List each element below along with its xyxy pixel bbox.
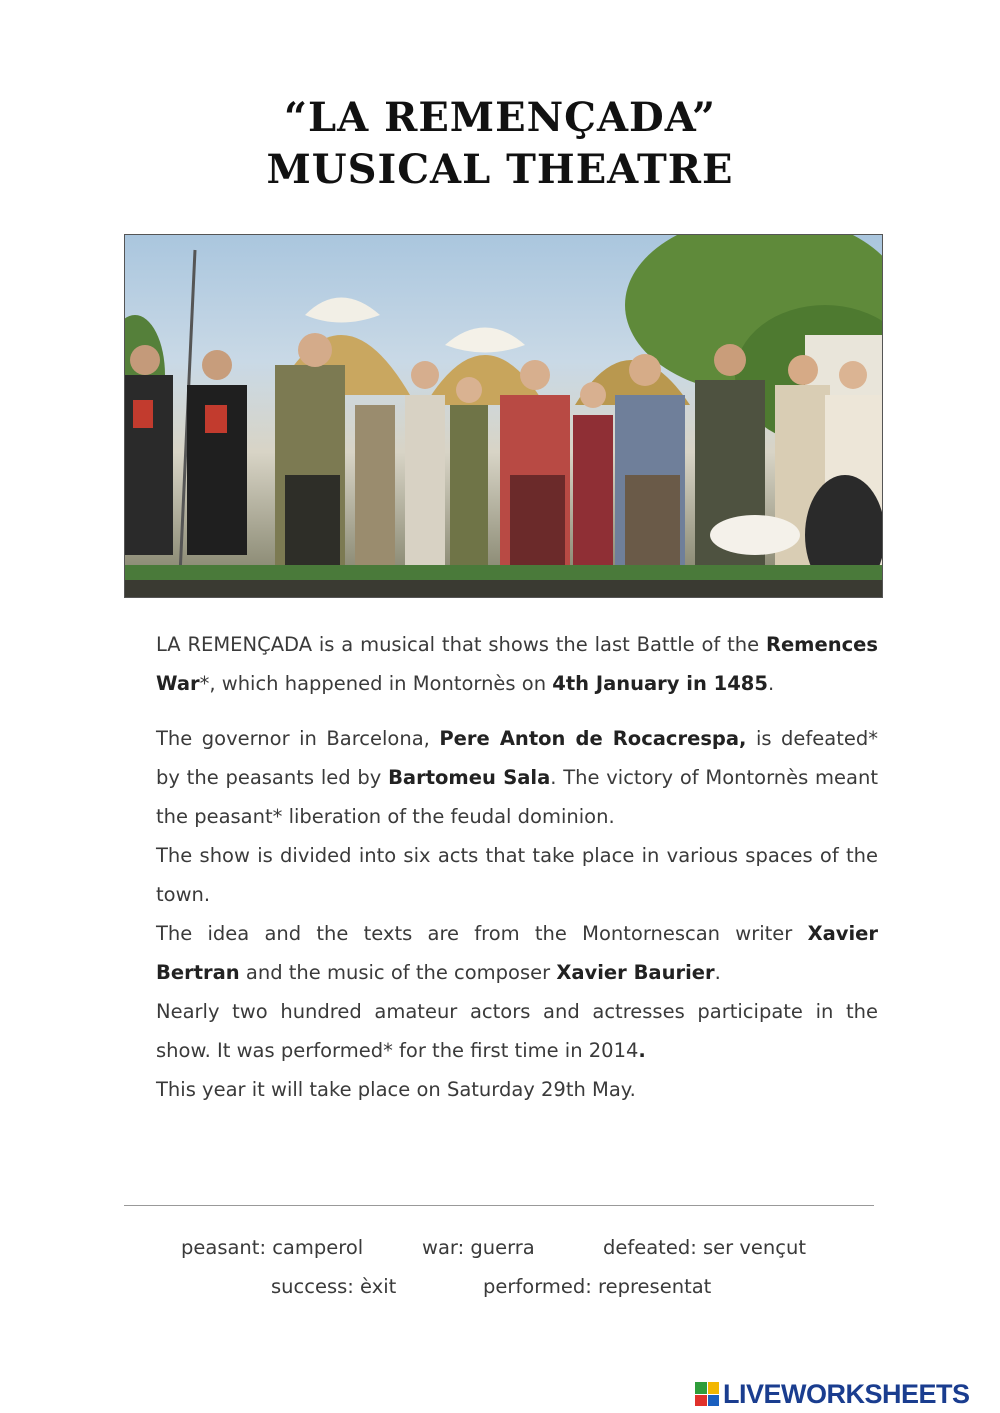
p1-text-a: LA REMENÇADA is a musical that shows the last Battle of the <box>156 633 766 656</box>
p4-text-c: and the music of the composer <box>239 961 557 984</box>
cast-on-stage-illustration <box>125 235 882 597</box>
logo-square-4 <box>708 1395 720 1407</box>
title-line-1: “LA REMENÇADA” <box>283 94 716 141</box>
p4-text-a: The idea and the texts are from the Montornescan writer <box>156 922 808 945</box>
logo-square-3 <box>695 1395 707 1407</box>
logo-icon <box>695 1382 719 1406</box>
glossary-performed: performed: representat <box>483 1275 712 1298</box>
p4-text-e: . <box>714 961 721 984</box>
p1-text-e: . <box>767 672 775 695</box>
p1-text-c: *, which happened in Montornès on <box>199 672 553 695</box>
glossary-success: success: èxit <box>271 1275 397 1298</box>
p4-bold-writer: Xavier Bertran <box>156 922 878 984</box>
p5-bold-period: . <box>638 1039 646 1062</box>
divider-line <box>124 1205 874 1206</box>
logo-text: LIVEWORKSHEETS <box>723 1378 970 1409</box>
p1-bold-date: 4th January in 1485 <box>552 672 768 695</box>
theatre-photo <box>124 234 883 598</box>
p5-text-a: Nearly two hundred amateur actors and actresses participate in the show. It was performed* for the first time in 2014 <box>156 1000 878 1062</box>
p2-text-c: is defeated* by the peasants led by <box>156 727 879 789</box>
p4-bold-composer: Xavier Baurier <box>556 961 715 984</box>
p2-text-a: The governor in Barcelona, <box>156 727 440 750</box>
paragraph-3: The show is divided into six acts that take place in various spaces of the town. <box>156 844 878 906</box>
logo-square-1 <box>695 1382 707 1394</box>
article-body <box>156 625 878 1109</box>
p2-bold-leader-name: Bartomeu Sala <box>388 766 551 789</box>
paragraph-6: This year it will take place on Saturday 29th May. <box>156 1078 636 1101</box>
logo-square-2 <box>708 1382 720 1394</box>
paragraph-2 <box>156 719 878 836</box>
p2-bold-governor-name: Pere Anton de Rocacrespa, <box>439 727 747 750</box>
page-title <box>0 92 1000 196</box>
paragraph-1 <box>156 625 878 703</box>
p1-bold-remences-war: Remences War <box>156 633 878 695</box>
title-line-2: MUSICAL THEATRE <box>266 146 734 193</box>
paragraph-5 <box>156 992 878 1070</box>
liveworksheets-logo <box>695 1377 970 1411</box>
p2-text-e: . The victory of Montornès meant the peasant* liberation of the feudal dominion. <box>156 766 878 828</box>
glossary-war: war: guerra <box>422 1236 535 1259</box>
paragraph-4 <box>156 914 878 992</box>
glossary-peasant: peasant: camperol <box>181 1236 364 1259</box>
glossary-defeated: defeated: ser vençut <box>603 1236 806 1259</box>
